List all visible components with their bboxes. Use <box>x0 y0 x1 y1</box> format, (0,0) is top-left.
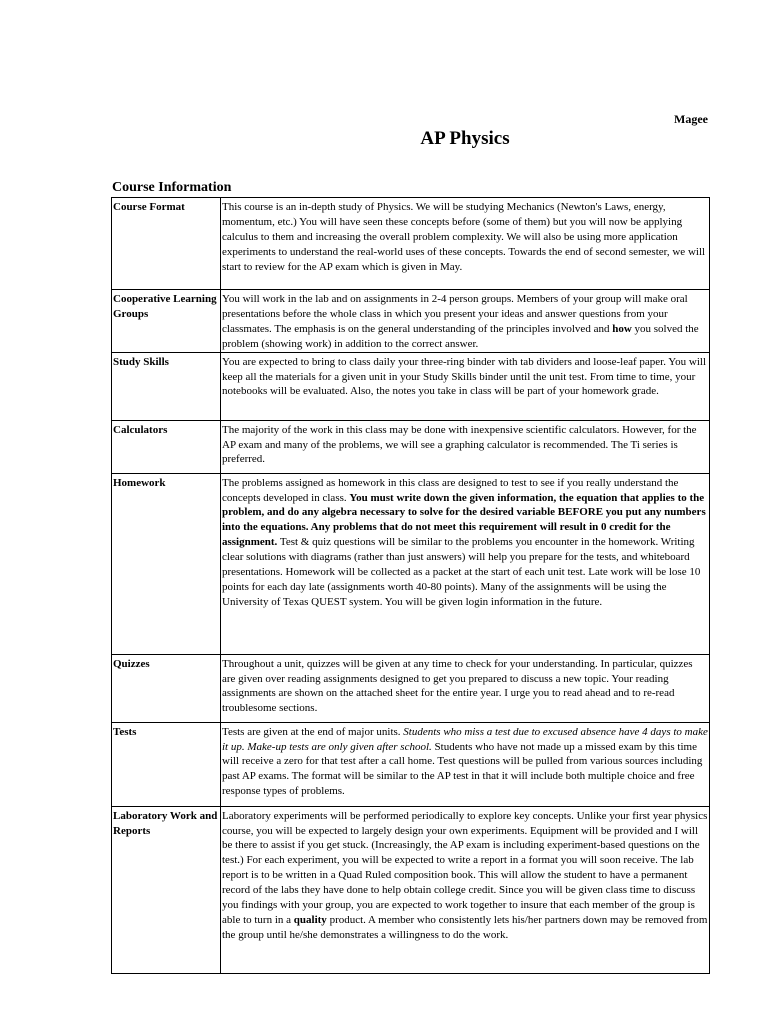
desc-text: You will work in the lab and on assignments in 2-4 person groups. Members of your group will make oral presentations before the whole class in which you present your ideas and answer questions from your classmates. The emphasis is on the general understanding of the principles involved and <box>222 293 688 335</box>
row-cooperative-learning <box>112 290 710 353</box>
row-description <box>221 473 710 654</box>
desc-text: Test & quiz questions will be similar to the problems you encounter in the homework. Writing clear solutions with diagrams (rather than just answers) will help you prepare for the tests, and whiteboard presentations. Homework will be collected as a packet at the start of each unit test. Late work will be lose 10 points for each day late (assignments worth 40-80 points). Many of the assignments will be using the University of Texas QUEST system. You will be given login information in the future. <box>222 536 701 608</box>
desc-text-bold: quality <box>293 913 327 926</box>
row-label: Tests <box>112 722 221 806</box>
author-name: Magee <box>674 112 708 126</box>
row-description <box>221 290 710 353</box>
row-description <box>221 198 710 290</box>
desc-text: You are expected to bring to class daily your three-ring binder with tab dividers and loose-leaf paper. You will keep all the materials for a given unit in your Study Skills binder until the unit test. From time to time, your notebooks will be evaluated. Also, the notes you take in class will be part of your homework grade. <box>222 355 706 398</box>
course-info-table <box>111 197 710 974</box>
desc-text: Laboratory experiments will be performed periodically to explore key concepts. Unlike your first year physics course, you will be expected to largely design your own experiments. Equipment will be provided and I will be there to assist if you get stuck. (Increasingly, the AP exam is including experiment-based questions on the test.) For each experiment, you will be expected to write a report in a format you will soon receive. The lab report is to be written in a Quad Ruled composition book. This will allow the student to have a permanent record of the labs they have done to help obtain college credit. Since you will be given class time to discuss you findings with your group, you are expected to work together to insure that each member of the group is able to turn in a <box>222 809 708 926</box>
row-calculators <box>112 420 710 473</box>
row-label: Laboratory Work and Reports <box>112 806 221 973</box>
row-description <box>221 352 710 420</box>
desc-text-italic: Students who miss a test due to excused absence have 4 days to make it up. Make-up tests are only given after school. <box>222 725 708 753</box>
row-homework <box>112 473 710 654</box>
row-label: Cooperative Learning Groups <box>112 290 221 353</box>
row-course-format <box>112 198 710 290</box>
row-label: Calculators <box>112 420 221 473</box>
row-description <box>221 654 710 722</box>
page-title: AP Physics <box>420 128 510 149</box>
desc-text: product. A member who consistently lets his/her partners down may be removed from the group until he/she demonstrates a willingness to do the work. <box>222 913 708 941</box>
desc-text: you solved the problem (showing work) in addition to the correct answer. <box>222 322 699 350</box>
row-label: Study Skills <box>112 352 221 420</box>
desc-text: This course is an in-depth study of Physics. We will be studying Mechanics (Newton's Laws, energy, momentum, etc.) You will have seen these concepts before (some of them) but you will now be applying calculus to them and increasing the overall problem complexity. We will also be using more application experiments to understand the real-world uses of these concepts. Towards the end of second semester, we will start to review for the AP exam which is given in May. <box>222 201 706 273</box>
desc-text: Students who have not made up a missed exam by this time will receive a zero for that test after a call home. Test questions will be pulled from various sources including past AP exams. The format will be similar to the AP test in that it will include both multiple choice and free response types of problems. <box>222 740 703 798</box>
row-study-skills <box>112 352 710 420</box>
row-description <box>221 722 710 806</box>
desc-text: The problems assigned as homework in this class are designed to test to see if you really understand the concepts developed in class. <box>222 476 679 504</box>
row-label: Homework <box>112 473 221 654</box>
desc-text-bold: You must write down the given information, the equation that applies to the problem, and do any algebra necessary to solve for the desired variable BEFORE you put any numbers into the equations. Any problems that do not meet this requirement will result in 0 credit for the assignment. <box>222 491 706 549</box>
row-label: Course Format <box>112 198 221 290</box>
row-laboratory-work <box>112 806 710 973</box>
desc-text-bold: how <box>612 322 632 335</box>
desc-text: The majority of the work in this class may be done with inexpensive scientific calculators. However, for the AP exam and many of the problems, we will see a graphing calculator is recommended. The Ti series is preferred. <box>222 423 697 466</box>
course-info-body <box>112 198 710 974</box>
row-description <box>221 806 710 973</box>
row-description <box>221 420 710 473</box>
row-quizzes <box>112 654 710 722</box>
section-title: Course Information <box>112 180 232 195</box>
row-label: Quizzes <box>112 654 221 722</box>
desc-text: Throughout a unit, quizzes will be given at any time to check for your understanding. In particular, quizzes are given over reading assignments designed to get you prepared to discuss a new topic. Your reading assignments are shown on the attached sheet for the entire year. I urge you to read ahead and to re-read troublesome sections. <box>222 657 693 715</box>
row-tests <box>112 722 710 806</box>
desc-text: Tests are given at the end of major units. <box>222 725 404 738</box>
